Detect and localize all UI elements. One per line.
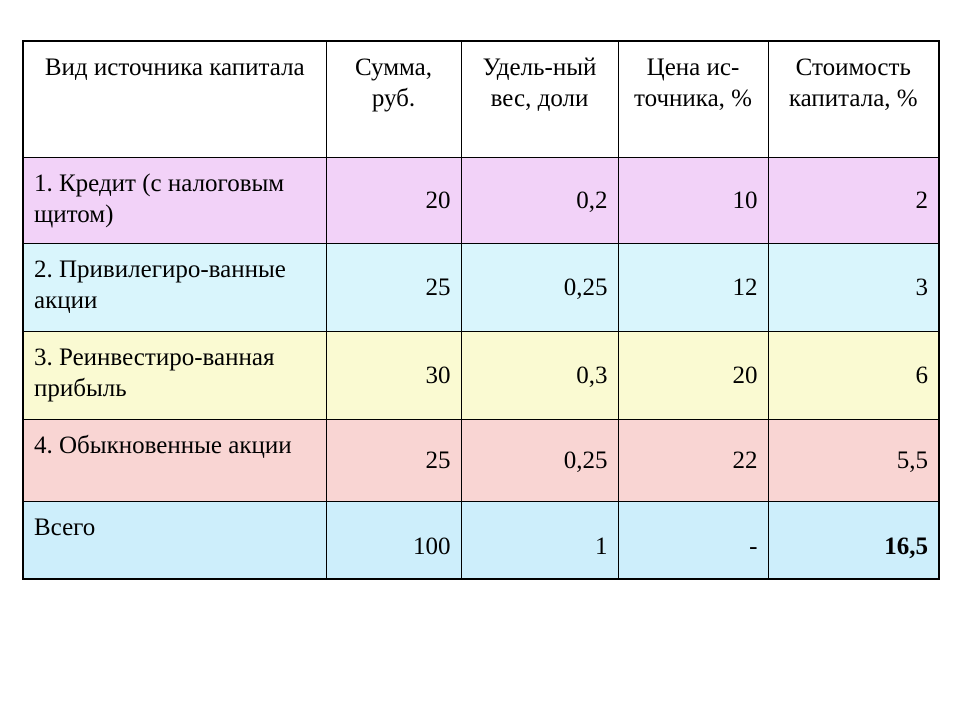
total-label: Всего [23,501,326,579]
cell-weight: 0,25 [461,243,618,331]
cell-weight: 0,3 [461,331,618,419]
row-label: 1. Кредит (с налоговым щитом) [23,157,326,243]
table-header-row [23,41,939,157]
header-sum: Сумма, руб. [326,41,461,157]
cell-sum: 25 [326,419,461,501]
cell-cost: 3 [768,243,939,331]
total-weight: 1 [461,501,618,579]
cell-weight: 0,25 [461,419,618,501]
row-label: 2. Привилегиро-ванные акции [23,243,326,331]
cell-sum: 25 [326,243,461,331]
total-price: - [618,501,768,579]
header-source-price: Цена ис-точника, % [618,41,768,157]
cell-cost: 6 [768,331,939,419]
header-source-type: Вид источника капитала [23,41,326,157]
cell-price: 20 [618,331,768,419]
cell-price: 10 [618,157,768,243]
cell-price: 22 [618,419,768,501]
cell-weight: 0,2 [461,157,618,243]
table-row [23,157,939,243]
cell-cost: 5,5 [768,419,939,501]
header-weight: Удель-ный вес, доли [461,41,618,157]
table-row [23,419,939,501]
table-row [23,243,939,331]
total-sum: 100 [326,501,461,579]
row-label: 3. Реинвестиро-ванная прибыль [23,331,326,419]
header-capital-cost: Стоимость капитала, % [768,41,939,157]
table-total-row [23,501,939,579]
cell-cost: 2 [768,157,939,243]
total-cost: 16,5 [768,501,939,579]
table-row [23,331,939,419]
cell-sum: 30 [326,331,461,419]
cell-price: 12 [618,243,768,331]
cell-sum: 20 [326,157,461,243]
row-label: 4. Обыкновенные акции [23,419,326,501]
capital-structure-table [22,40,940,580]
